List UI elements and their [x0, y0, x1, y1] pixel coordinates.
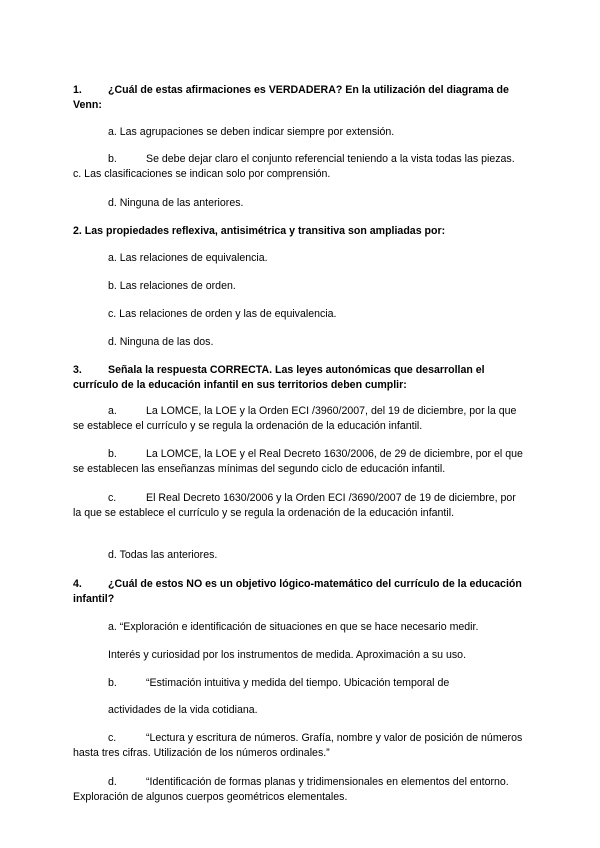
- answer-letter: d.: [108, 776, 117, 788]
- answer-text: “Identificación de formas planas y tridimensionales en elementos del entorno. Exploración de algunos cuerpos geométricos elementales.: [73, 776, 509, 803]
- answer-4b: [108, 676, 523, 691]
- answer-1a: a. Las agrupaciones se deben indicar siempre por extensión.: [108, 126, 395, 138]
- answer-2c: c. Las relaciones de orden y las de equivalencia.: [108, 308, 337, 320]
- question-number: 3.: [73, 364, 82, 376]
- answer-letter: b.: [108, 448, 117, 460]
- answer-3c: [73, 491, 523, 521]
- answer-4d: [73, 775, 523, 805]
- answer-text: Se debe dejar claro el conjunto referencial teniendo a la vista todas las piezas. c. Las clasificaciones se indican solo por comprensión.: [73, 153, 515, 180]
- answer-letter: b.: [108, 153, 117, 165]
- question-number: 2.: [73, 225, 82, 237]
- answer-4a-continued: Interés y curiosidad por los instrumentos de medida. Aproximación a su uso.: [108, 649, 467, 661]
- question-text: Señala la respuesta CORRECTA. Las leyes autonómicas que desarrollan el currículo de la educación infantil en sus territorios deben cumplir:: [73, 364, 485, 391]
- answer-1d: d. Ninguna de las anteriores.: [108, 197, 244, 209]
- answer-letter: c.: [108, 732, 117, 744]
- question-3: [73, 363, 523, 393]
- question-text: ¿Cuál de estos NO es un objetivo lógico-matemático del currículo de la educación infantil?: [73, 578, 522, 605]
- answer-2d: d. Ninguna de las dos.: [108, 336, 214, 348]
- question-number: 4.: [73, 578, 82, 590]
- question-text: ¿Cuál de estas afirmaciones es VERDADERA? En la utilización del diagrama de Venn:: [73, 84, 509, 111]
- answer-letter: c.: [108, 492, 117, 504]
- question-2: [73, 224, 523, 239]
- question-number: 1.: [73, 84, 82, 96]
- answer-text: La LOMCE, la LOE y la Orden ECI /3960/2007, del 19 de diciembre, por la que se establece el currículo y se regula la ordenación de la educación infantil.: [73, 405, 517, 432]
- answer-text: “Lectura y escritura de números. Grafía, nombre y valor de posición de números hasta tres cifras. Utilización de los números ordinales.”: [73, 732, 523, 759]
- answer-4a: a. “Exploración e identificación de situaciones en que se hace necesario medir.: [108, 621, 479, 633]
- question-1: [73, 83, 523, 113]
- answer-letter: b.: [108, 677, 117, 689]
- answer-letter: a.: [108, 405, 117, 417]
- answer-3b: [73, 447, 523, 477]
- answer-text: La LOMCE, la LOE y el Real Decreto 1630/2006, de 29 de diciembre, por el que se establecen las enseñanzas mínimas del segundo ciclo de educación infantil.: [73, 448, 523, 475]
- answer-text: El Real Decreto 1630/2006 y la Orden ECI /3690/2007 de 19 de diciembre, por la que se establece el currículo y se regula la ordenación de la educación infantil.: [73, 492, 516, 519]
- answer-text: “Estimación intuitiva y medida del tiempo. Ubicación temporal de: [146, 677, 450, 689]
- answer-3a: [73, 404, 523, 434]
- question-text: Las propiedades reflexiva, antisimétrica y transitiva son ampliadas por:: [84, 225, 446, 237]
- answer-4c: [73, 731, 523, 761]
- answer-1b: [73, 152, 523, 182]
- answer-2b: b. Las relaciones de orden.: [108, 280, 236, 292]
- answer-2a: a. Las relaciones de equivalencia.: [108, 252, 268, 264]
- question-4: [73, 577, 523, 607]
- answer-3d: d. Todas las anteriores.: [108, 549, 218, 561]
- answer-4b-continued: actividades de la vida cotidiana.: [108, 704, 258, 716]
